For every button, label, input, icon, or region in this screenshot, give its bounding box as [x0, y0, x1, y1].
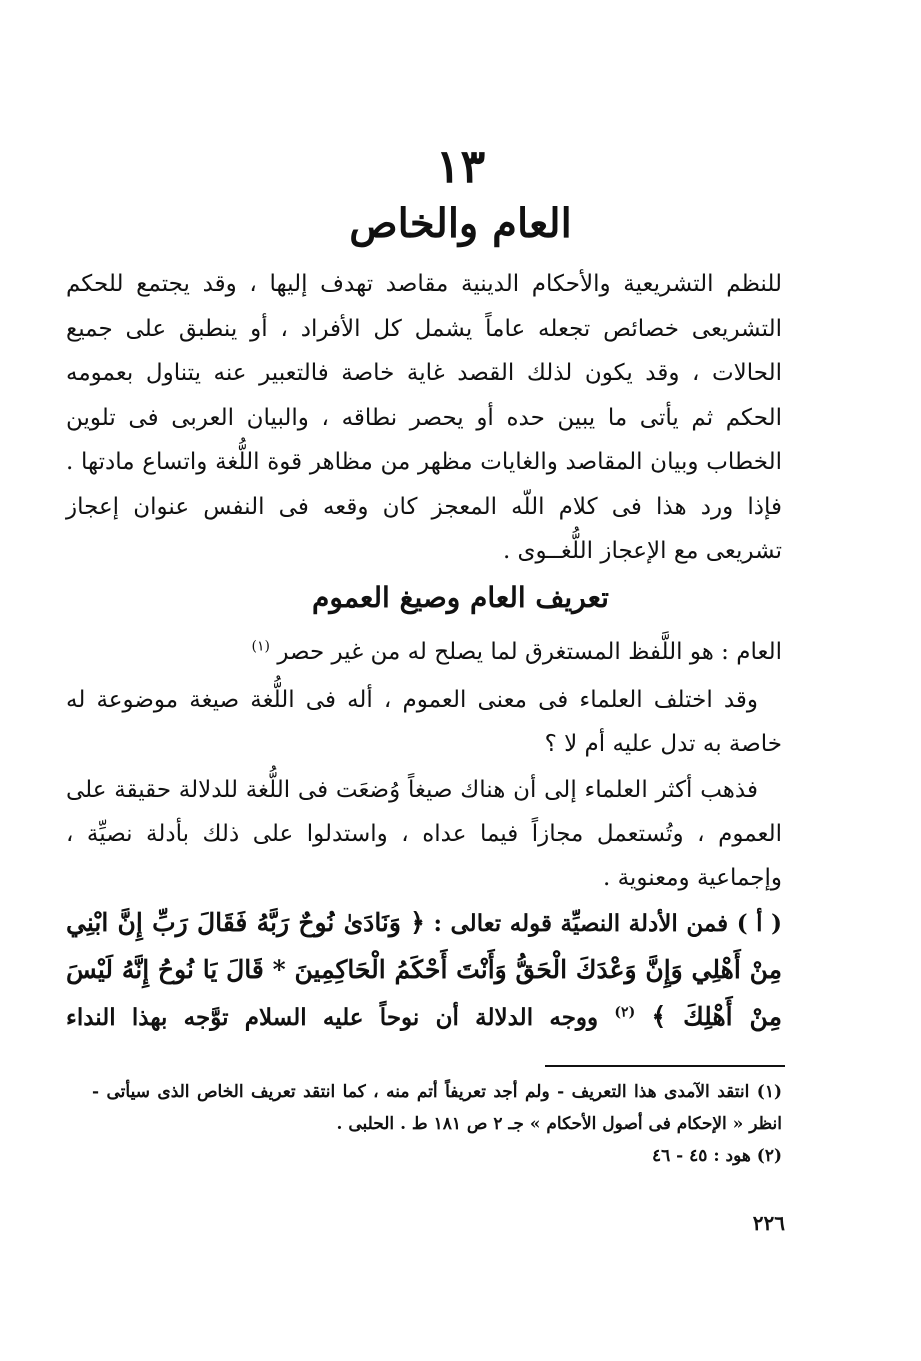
- intro-paragraph: للنظم التشريعية والأحكام الدينية مقاصد تهدف إليها ، وقد يجتمع للحكم التشريعى خصائص تجعله عاماً يشمل كل الأفراد ، أو ينطبق على جميع الحالات ، وقد يكون لذلك القصد غاية خاصة فالتعبير عنه يتناول بعمومه الحكم ثم يأتى ما يبين حده أو يحصر نطاقه ، والبيان العربى فى تلوين الخطاب وبيان المقاصد والغايات مظهر من مظاهر قوة اللُّغة واتساع مادتها . فإذا ورد هذا فى كلام اللّه المعجز كان وقعه فى النفس عنوان إعجاز تشريعى مع الإعجاز اللُّغــوى .: [66, 271, 782, 564]
- footnote-divider: [545, 1065, 785, 1067]
- footnotes: [92, 1076, 782, 1172]
- chapter-title: العام والخاص: [349, 200, 572, 247]
- evidence-intro: ( أ ) فمن الأدلة النصيِّة قوله تعالى :: [433, 910, 782, 937]
- footnote-1: (١) انتقد الآمدى هذا التعريف - ولم أجد تعريفاً أتم منه ، كما انتقد تعريف الخاص الذى سيأتى - انظر « الإحكام فى أصول الأحكام » جـ ٢ ص ١٨١ ط . الحلبى .: [92, 1082, 782, 1134]
- footnote-ref-2: (٢): [614, 1004, 636, 1021]
- evidence-continuation: ووجه الدلالة أن نوحاً عليه السلام توَّجه بهذا النداء: [66, 1004, 599, 1031]
- footnote-ref-1: (١): [251, 638, 270, 655]
- definition-paragraph: [66, 630, 782, 674]
- page-number: ٢٢٦: [752, 1211, 785, 1235]
- footnote-2: (٢) هود : ٤٥ - ٤٦: [651, 1146, 782, 1166]
- disagreement-paragraph: وقد اختلف العلماء فى معنى العموم ، أله فى اللُّغة صيغة موضوعة له خاصة به تدل عليه أم لا ؟: [66, 687, 782, 757]
- majority-view-paragraph: فذهب أكثر العلماء إلى أن هناك صيغاً وُضعَت فى اللُّغة للدلالة حقيقة على العموم ، وتُستعمل مجازاً فيما عداه ، واستدلوا على ذلك بأدلة نصيِّة ، وإجماعية ومعنوية .: [66, 777, 782, 891]
- quran-verse: ﴿ وَنَادَىٰ نُوحٌ رَبَّهُ فَقَالَ رَبِّ إِنَّ ابْنِي مِنْ أَهْلِي وَإِنَّ وَعْدَكَ الْحَقُّ وَأَنْتَ أَحْكَمُ الْحَاكِمِينَ * قَالَ يَا نُوحُ إِنَّهُ لَيْسَ مِنْ أَهْلِكَ ﴾: [66, 908, 782, 1031]
- chapter-number: ١٣: [435, 139, 486, 193]
- section-heading: تعريف العام وصيغ العموم: [312, 581, 609, 614]
- textual-evidence-paragraph: [66, 900, 782, 1041]
- definition-text: العام : هو اللَّفظ المستغرق لما يصلح له من غير حصر: [277, 639, 782, 665]
